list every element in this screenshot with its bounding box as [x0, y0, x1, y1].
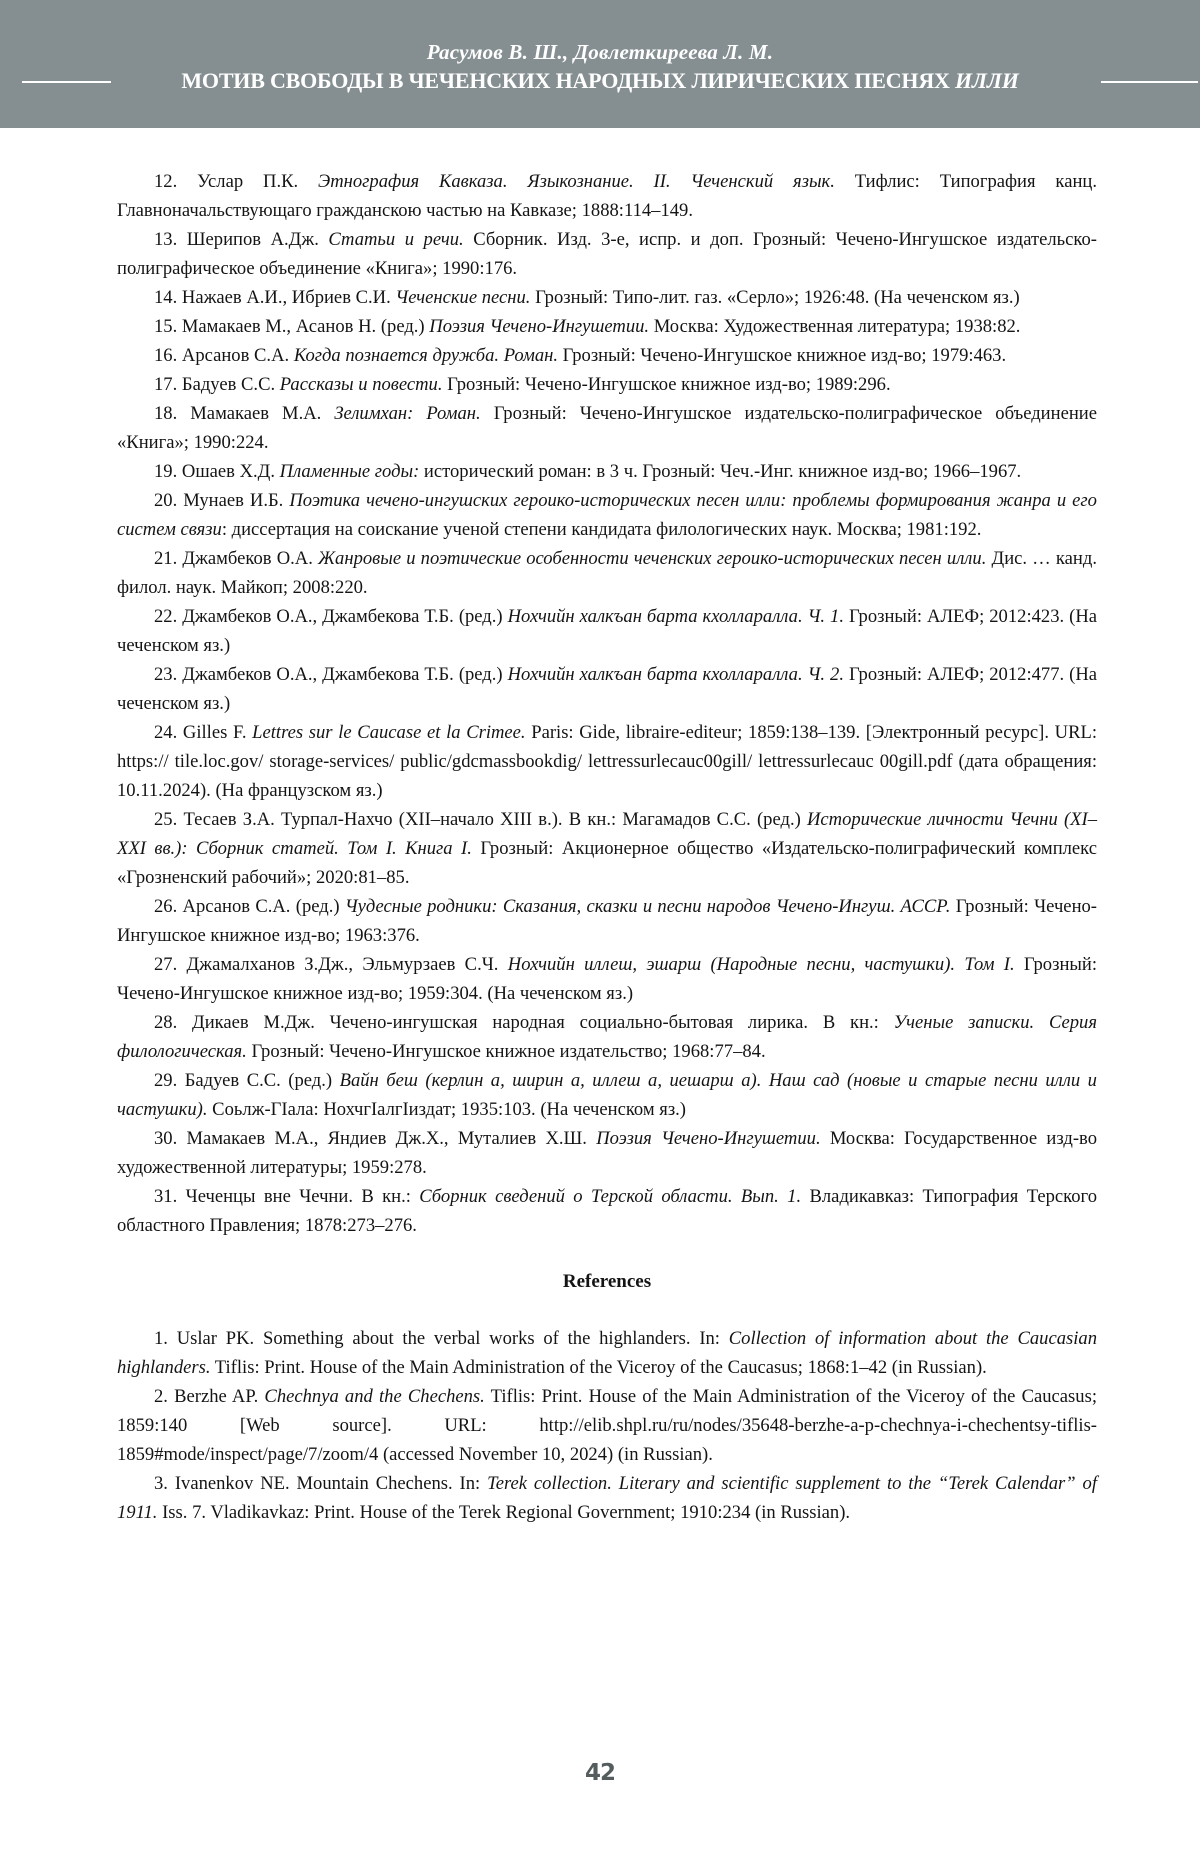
bibliography-entry — [117, 1008, 1097, 1066]
reference-entry-post: Tiflis: Print. House of the Main Administration of the Viceroy of the Caucasus; 1859:140 [Web source]. URL: http://elib.shpl.ru/ru/nodes/35648-berzhe-a-p-chechnya-i-chechentsy-tiflis-1859#mode/inspect/page/7/zoom/4 (accessed November 10, 2024) (in Russian). — [117, 1386, 1097, 1465]
bibliography-entry-title: Когда познается дружба. Роман. — [293, 345, 559, 366]
bibliography-entry — [117, 283, 1097, 312]
bibliography-entry-title: Нохчийн халкъан барта кхоллаpалла. Ч. 1. — [507, 606, 844, 627]
bibliography-entry-pre: 14. Нажаев А.И., Ибриев С.И. — [154, 287, 396, 308]
bibliography-entry-title: Пламенные годы: — [279, 461, 420, 482]
bibliography-entry-title: Статьи и речи. — [328, 229, 464, 250]
bibliography-entry-post: Москва: Государственное изд-во художественной литературы; 1959:278. — [117, 1128, 1097, 1178]
bibliography-entry — [117, 399, 1097, 457]
bibliography-entry-title: Зелимхан: Роман. — [334, 403, 481, 424]
bibliography-entry-pre: 30. Мамакаев М.А., Яндиев Дж.Х., Муталиев Х.Ш. — [154, 1128, 597, 1149]
bibliography-entry-title: Чеченские песни. — [395, 287, 531, 308]
bibliography-entry-pre: 26. Арсанов С.А. (ред.) — [154, 896, 345, 917]
bibliography-entry-post: Владикавказ: Типография Терского областного Правления; 1878:273–276. — [117, 1186, 1098, 1236]
bibliography-entry-title: Чудесные родники: Сказания, сказки и песни народов Чечено-Ингуш. АССР. — [344, 896, 951, 917]
bibliography-entry — [117, 167, 1097, 225]
bibliography-entry-pre: 15. Мамакаев М., Асанов Н. (ред.) — [154, 316, 430, 337]
running-header — [0, 0, 1200, 128]
bibliography-entry — [117, 1182, 1097, 1240]
bibliography-entry-post: Грозный: Чечено-Ингушское издательско-полиграфическое объединение «Книга»; 1990:224. — [117, 403, 1097, 453]
header-title-italic: ИЛЛИ — [955, 68, 1019, 93]
reference-entry-post: Iss. 7. Vladikavkaz: Print. House of the Terek Regional Government; 1910:234 (in Russian). — [157, 1502, 851, 1523]
bibliography-entry — [117, 660, 1097, 718]
bibliography-entry — [117, 486, 1097, 544]
bibliography-entry-post: Грозный: Чечено-Ингушское книжное издательство; 1968:77–84. — [246, 1041, 766, 1062]
bibliography-entry — [117, 370, 1097, 399]
bibliography-entry — [117, 312, 1097, 341]
bibliography-entry-pre: 13. Шерипов А.Дж. — [154, 229, 329, 250]
bibliography-entry-pre: 27. Джамалханов З.Дж., Эльмурзаев С.Ч. — [154, 954, 508, 975]
bibliography-entry — [117, 457, 1097, 486]
bibliography-entry-title: Поэтика чечено-ингушских героико-исторических песен илли: проблемы формирования жанра и его систем связи — [117, 490, 1097, 540]
header-title — [130, 68, 1070, 94]
bibliography-entry-pre: 25. Тесаев З.А. Турпал-Нахчо (XII–начало XIII в.). В кн.: Магамадов С.С. (ред.) — [154, 809, 807, 830]
bibliography-entry — [117, 544, 1097, 602]
bibliography-entry-pre: 29. Бадуев С.С. (ред.) — [154, 1070, 340, 1091]
bibliography-entry-post: Москва: Художественная литература; 1938:82. — [649, 316, 1021, 337]
bibliography-entry — [117, 341, 1097, 370]
reference-entry — [117, 1382, 1097, 1469]
bibliography-entry — [117, 602, 1097, 660]
reference-entry-pre: 1. Uslar PK. Something about the verbal works of the highlanders. In: — [154, 1328, 729, 1349]
bibliography-entry-pre: 21. Джамбеков О.А. — [154, 548, 319, 569]
bibliography-entry — [117, 892, 1097, 950]
reference-entry-title: Collection of information about the Caucasian highlanders. — [117, 1328, 1097, 1378]
bibliography-entry-post: Грозный: Чечено-Ингушское книжное изд-во; 1959:304. (На чеченском яз.) — [117, 954, 1097, 1004]
bibliography-entry-post: Грозный: Чечено-Ингушское книжное изд-во; 1963:376. — [117, 896, 1098, 946]
bibliography-entry-post: Грозный: Типо-лит. газ. «Серло»; 1926:48. (На чеченском яз.) — [530, 287, 1020, 308]
bibliography-entry-title: Исторические личности Чечни (XI–XXI вв.): Сборник статей. Том I. Книга I. — [117, 809, 1097, 859]
reference-entry-post: Tiflis: Print. House of the Main Administration of the Viceroy of the Caucasus; 1868:1–42 (in Russian). — [210, 1357, 987, 1378]
bibliography-entry-post: Тифлис: Типография канц. Главноначальствующаго гражданскою частью на Кавказе; 1888:114–149. — [117, 171, 1097, 221]
bibliography-entry — [117, 225, 1097, 283]
bibliography-entry — [117, 1124, 1097, 1182]
bibliography-entry-pre: 16. Арсанов С.А. — [154, 345, 294, 366]
bibliography-entry-title: Поэзия Чечено-Ингушетии. — [429, 316, 650, 337]
reference-entry-title: Terek collection. Literary and scientific supplement to the “Terek Calendar” of 1911. — [117, 1473, 1097, 1523]
header-authors: Расумов В. Ш., Довлеткиреева Л. М. — [426, 40, 774, 64]
references-list — [117, 1324, 1097, 1527]
bibliography-entry-post: Грозный: АЛЕФ; 2012:477. (На чеченском яз.) — [117, 664, 1098, 714]
bibliography-entry-title: Рассказы и повести. — [279, 374, 443, 395]
reference-entry — [117, 1469, 1097, 1527]
bibliography-entry-title: Нохчийн халкъан барта кхоллаpалла. Ч. 2. — [507, 664, 844, 685]
bibliography-entry-post: Сборник. Изд. 3-е, испр. и доп. Грозный: Чечено-Ингушское издательско-полиграфическое объединение «Книга»; 1990:176. — [117, 229, 1097, 279]
reference-entry-pre: 2. Berzhe AP. — [154, 1386, 265, 1407]
references-heading: References — [562, 1271, 652, 1292]
bibliography-entry — [117, 805, 1097, 892]
bibliography-entry-post: Дис. … канд. филол. наук. Майкоп; 2008:220. — [117, 548, 1097, 598]
bibliography-entry-pre: 17. Бадуев С.С. — [154, 374, 280, 395]
bibliography-entry-post: Грозный: Чечено-Ингушское книжное изд-во; 1979:463. — [558, 345, 1007, 366]
page-number: 42 — [584, 1760, 615, 1786]
bibliography-entry-title: Этнография Кавказа. Языкознание. II. Чеченский язык. — [318, 171, 835, 192]
reference-entry — [117, 1324, 1097, 1382]
header-rule-left — [22, 81, 111, 83]
bibliography-entry-title: Поэзия Чечено-Ингушетии. — [596, 1128, 821, 1149]
bibliography-entry-pre: 23. Джамбеков О.А., Джамбекова Т.Б. (ред.) — [154, 664, 508, 685]
bibliography-entry-pre: 18. Мамакаев М.А. — [154, 403, 335, 424]
bibliography-entry-title: Lettres sur le Caucase et la Crimee. — [252, 722, 526, 743]
bibliography-entry — [117, 1066, 1097, 1124]
bibliography-entry-post: Грозный: Чечено-Ингушское книжное изд-во; 1989:296. — [442, 374, 891, 395]
bibliography-entry — [117, 950, 1097, 1008]
bibliography-entry-pre: 19. Ошаев Х.Д. — [154, 461, 280, 482]
bibliography-entry-pre: 12. Услар П.К. — [154, 171, 319, 192]
bibliography-entry-post: Paris: Gide, libraire-editeur; 1859:138–139. [Электронный ресурс]. URL: https:// tile.loc.gov/ storage-services/ public/gdcmassbookdig/ lettressurlecauc00gill/ lettressurlecauc 00gill.pdf (дата обращения: 10.11.2024). (На французском яз.) — [117, 722, 1097, 801]
header-rule-right — [1101, 81, 1198, 83]
bibliography-entry-post: Соьлж-ГIала: НохчгIалгIиздат; 1935:103. (На чеченском яз.) — [207, 1099, 687, 1120]
bibliography-entry-title: Вайн беш (керлин а, ширин а, иллеш а, иешарш а). Наш сад (новые и старые песни илли и частушки). — [117, 1070, 1097, 1120]
bibliography-list — [117, 167, 1097, 1240]
bibliography-entry-post: Грозный: АЛЕФ; 2012:423. (На чеченском яз.) — [117, 606, 1098, 656]
bibliography-entry-title: Ученые записки. Серия филологическая. — [117, 1012, 1097, 1062]
bibliography-entry-post: Грозный: Акционерное общество «Издательско-полиграфический комплекс «Грозненский рабочий»; 2020:81–85. — [117, 838, 1097, 888]
bibliography-entry — [117, 718, 1097, 805]
bibliography-entry-pre: 22. Джамбеков О.А., Джамбекова Т.Б. (ред.) — [154, 606, 508, 627]
page-content — [117, 167, 1097, 1527]
bibliography-entry-title: Нохчийн иллеш, эшарш (Народные песни, частушки). Том I. — [507, 954, 1015, 975]
reference-entry-title: Chechnya and the Chechens. — [264, 1386, 485, 1407]
bibliography-entry-pre: 24. Gilles F. — [154, 722, 253, 743]
bibliography-entry-post: исторический роман: в 3 ч. Грозный: Чеч.-Инг. книжное изд-во; 1966–1967. — [419, 461, 1022, 482]
bibliography-entry-title: Жанровые и поэтические особенности чеченских героико-исторических песен илли. — [318, 548, 987, 569]
bibliography-entry-title: Сборник сведений о Терской области. Вып. 1. — [419, 1186, 802, 1207]
reference-entry-pre: 3. Ivanenkov NE. Mountain Chechens. In: — [154, 1473, 488, 1494]
bibliography-entry-post: : диссертация на соискание ученой степени кандидата филологических наук. Москва; 1981:192. — [221, 519, 982, 540]
header-title-regular: МОТИВ СВОБОДЫ В ЧЕЧЕНСКИХ НАРОДНЫХ ЛИРИЧЕСКИХ ПЕСНЯХ — [181, 68, 956, 93]
bibliography-entry-pre: 20. Мунаев И.Б. — [154, 490, 290, 511]
bibliography-entry-pre: 31. Чеченцы вне Чечни. В кн.: — [154, 1186, 420, 1207]
bibliography-entry-pre: 28. Дикаев М.Дж. Чечено-ингушская народная социально-бытовая лирика. В кн.: — [154, 1012, 894, 1033]
